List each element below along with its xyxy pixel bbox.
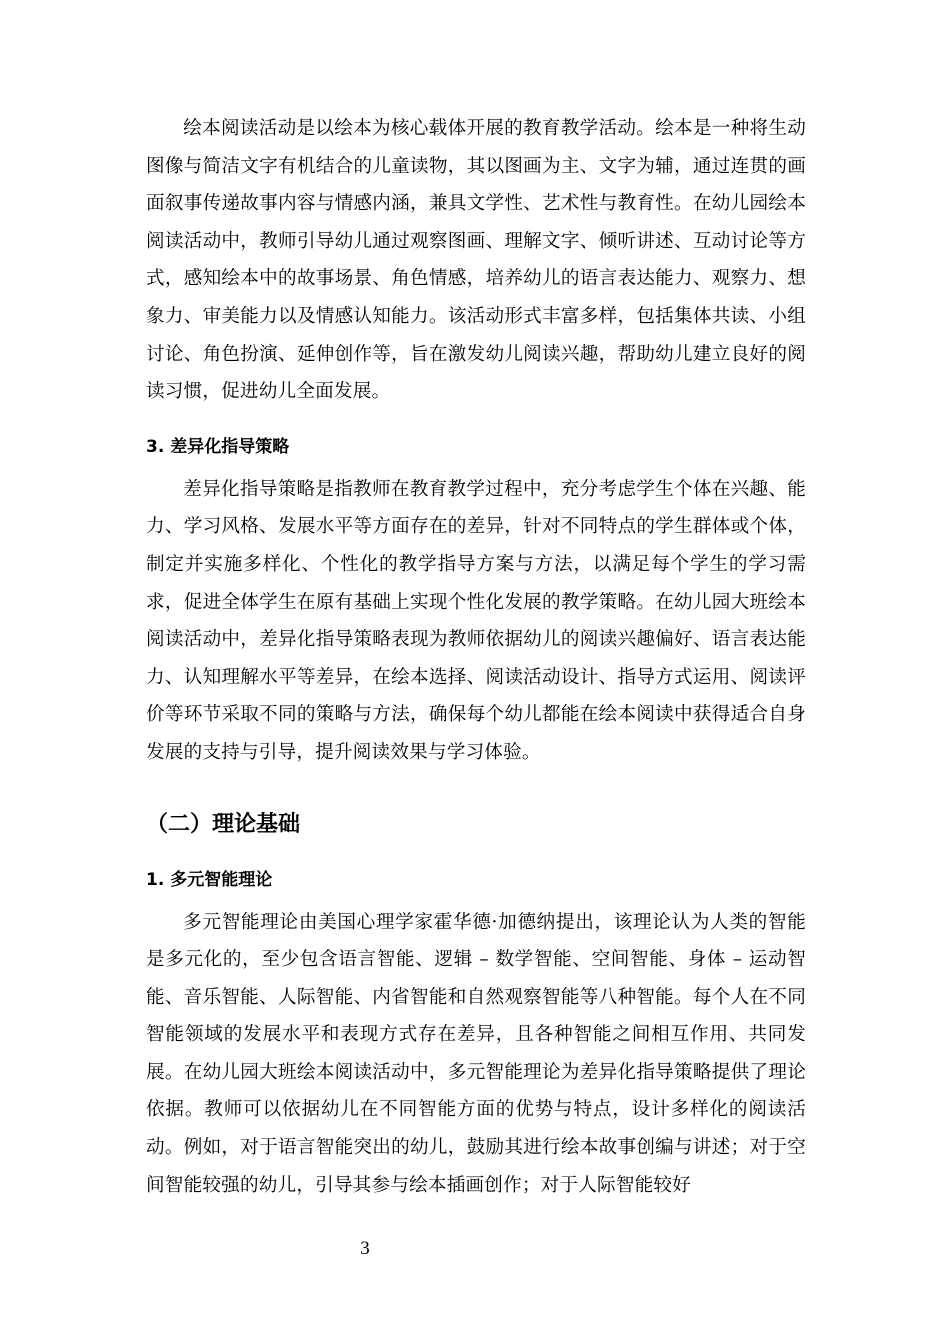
section-heading-multiple-intelligences: 1. 多元智能理论	[146, 869, 273, 890]
page-number: 3	[360, 1238, 370, 1259]
section-heading-differentiated-strategy: 3. 差异化指导策略	[146, 436, 290, 457]
section-heading-theory-basis: （二）理论基础	[146, 811, 301, 837]
paragraph-differentiated-strategy: 差异化指导策略是指教师在教育教学过程中，充分考虑学生个体在兴趣、能力、学习风格、发展水平等方面存在的差异，针对不同特点的学生群体或个体，制定并实施多样化、个性化的教学指导方案与方法，以满足每个学生的学习需求，促进全体学生在原有基础上实现个性化发展的教学策略。在幼儿园大班绘本阅读活动中，差异化指导策略表现为教师依据幼儿的阅读兴趣偏好、语言表达能力、认知理解水平等差异，在绘本选择、阅读活动设计、指导方式运用、阅读评价等环节采取不同的策略与方法，确保每个幼儿都能在绘本阅读中获得适合自身发展的支持与引导，提升阅读效果与学习体验。	[146, 478, 806, 763]
document-page	[146, 110, 806, 1204]
paragraph-picture-book-reading: 绘本阅读活动是以绘本为核心载体开展的教育教学活动。绘本是一种将生动图像与简洁文字有机结合的儿童读物，其以图画为主、文字为辅，通过连贯的画面叙事传递故事内容与情感内涵，兼具文学性、艺术性与教育性。在幼儿园绘本阅读活动中，教师引导幼儿通过观察图画、理解文字、倾听讲述、互动讨论等方式，感知绘本中的故事场景、角色情感，培养幼儿的语言表达能力、观察力、想象力、审美能力以及情感认知能力。该活动形式丰富多样，包括集体共读、小组讨论、角色扮演、延伸创作等，旨在激发幼儿阅读兴趣，帮助幼儿建立良好的阅读习惯，促进幼儿全面发展。	[146, 118, 806, 403]
paragraph-multiple-intelligences: 多元智能理论由美国心理学家霍华德·加德纳提出，该理论认为人类的智能是多元化的，至少包含语言智能、逻辑 – 数学智能、空间智能、身体 – 运动智能、音乐智能、人际智能、内省智能和自然观察智能等八种智能。每个人在不同智能领域的发展水平和表现方式存在差异，且各种智能之间相互作用、共同发展。在幼儿园大班绘本阅读活动中，多元智能理论为差异化指导策略提供了理论依据。教师可以依据幼儿在不同智能方面的优势与特点，设计多样化的阅读活动。例如，对于语言智能突出的幼儿，鼓励其进行绘本故事创编与讲述；对于空间智能较强的幼儿，引导其参与绘本插画创作；对于人际智能较好	[146, 911, 806, 1196]
